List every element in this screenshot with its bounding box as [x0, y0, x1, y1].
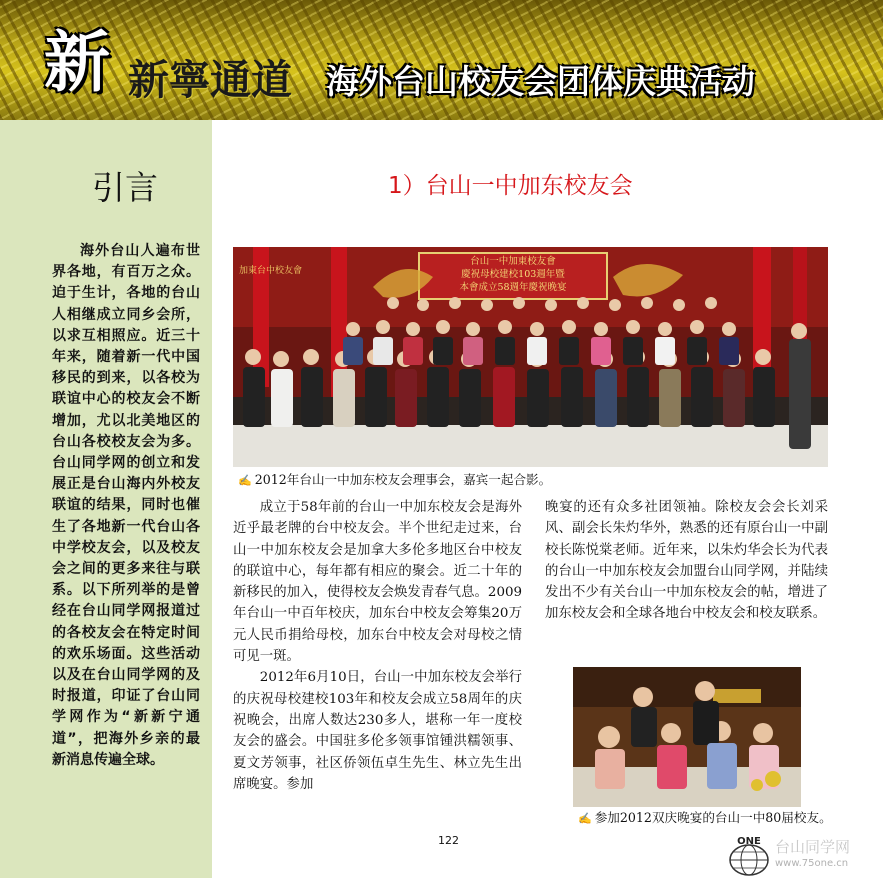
photo-sign-line: 台山一中加東校友會 — [470, 256, 556, 267]
photo-caption-alumni — [578, 810, 832, 827]
banner-title: 海外台山校友会团体庆典活动 — [326, 62, 755, 101]
article-paragraph: 成立于58年前的台山一中加东校友会是海外近乎最老牌的台中校友会。半个世纪走过来，台山一中加东校友会是加拿大多伦多地区台中校友的联谊中心，每年都有相应的聚会。近二十年的新移民的加入，使得校友会焕发青春气息。2009年台山一中百年校庆，加东台中校友会筹集20万元人民币捐给母校，加东台中校友会对母校之情可见一斑。 — [233, 500, 522, 665]
banner-brand: 新寧通道 — [128, 56, 292, 104]
camera-icon: ✍ — [238, 474, 252, 487]
watermark-url: www.75one.cn — [775, 858, 849, 869]
camera-icon: ✍ — [578, 812, 592, 825]
site-watermark — [727, 834, 883, 878]
article-column-2 — [545, 497, 828, 625]
banner-big-character: 新 — [44, 24, 110, 101]
photo-event-sign — [419, 255, 607, 294]
watermark-site-name: 台山同学网 — [775, 838, 851, 856]
photo-sign-line: 本會成立58週年慶祝晚宴 — [459, 282, 567, 293]
alumni-photo-scene — [573, 667, 801, 807]
group-photo-main — [233, 247, 828, 467]
page-number: 122 — [438, 834, 459, 847]
header-banner — [0, 0, 883, 120]
photo-caption-main — [238, 472, 551, 489]
caption-text: 参加2012双庆晚宴的台山一中80届校友。 — [594, 810, 832, 825]
photo-sign-line: 慶祝母校建校103週年暨 — [461, 269, 565, 280]
article-column-1 — [233, 497, 522, 795]
sidebar-heading: 引言 — [92, 168, 158, 207]
article-paragraph: 晚宴的还有众多社团领袖。除校友会会长刘采风、副会长朱灼华外，熟悉的还有原台山一中副校长陈悦棠老师。近年来，以朱灼华会长为代表的台山一中加东校友会加盟台山同学网，并陆续发出不少有关台山一中加东校友会的帖，增进了加东校友会和全球各地台中校友会和校友联系。 — [545, 500, 828, 622]
caption-text: 2012年台山一中加东校友会理事会，嘉宾一起合影。 — [254, 472, 552, 487]
alumni-photo — [573, 667, 801, 807]
section-title: 1）台山一中加东校友会 — [388, 173, 633, 199]
photo-watermark-label: 加東台中校友會 — [239, 266, 303, 276]
logo-text: ONE — [737, 836, 761, 847]
globe-logo-icon — [727, 834, 771, 878]
sidebar — [0, 120, 212, 878]
article-paragraph: 2012年6月10日，台山一中加东校友会举行的庆祝母校建校103年和校友会成立58周年的庆祝晚会，出席人数达230多人，堪称一年一度校友会的盛会。中国驻多伦多领事馆锺洪糯领事、夏文芳领事，社区侨领伍卓生先生、林立先生出席晚宴。参加 — [233, 670, 522, 792]
sidebar-intro-text: 海外台山人遍布世界各地，有百万之众。迫于生计，各地的台山人相继成立同乡会所，以求互相照应。近三十年来，随着新一代中国移民的到来，以各校为联谊中心的校友会不断增加，尤以北美地区的台山各校校友会为多。台山同学网的创立和发展正是台山海内外校友联谊的结果，同时也催生了各地新一代台山各中学校友会，以及校友会之间的更多来往与联系。以下所列举的是曾经在台山同学网报道过的各校友会在特定时间的欢乐场面。这些活动以及在台山同学网的及时报道，印证了台山同学网作为“新新宁通道”，把海外乡亲的最新消息传遍全球。 — [52, 243, 200, 768]
